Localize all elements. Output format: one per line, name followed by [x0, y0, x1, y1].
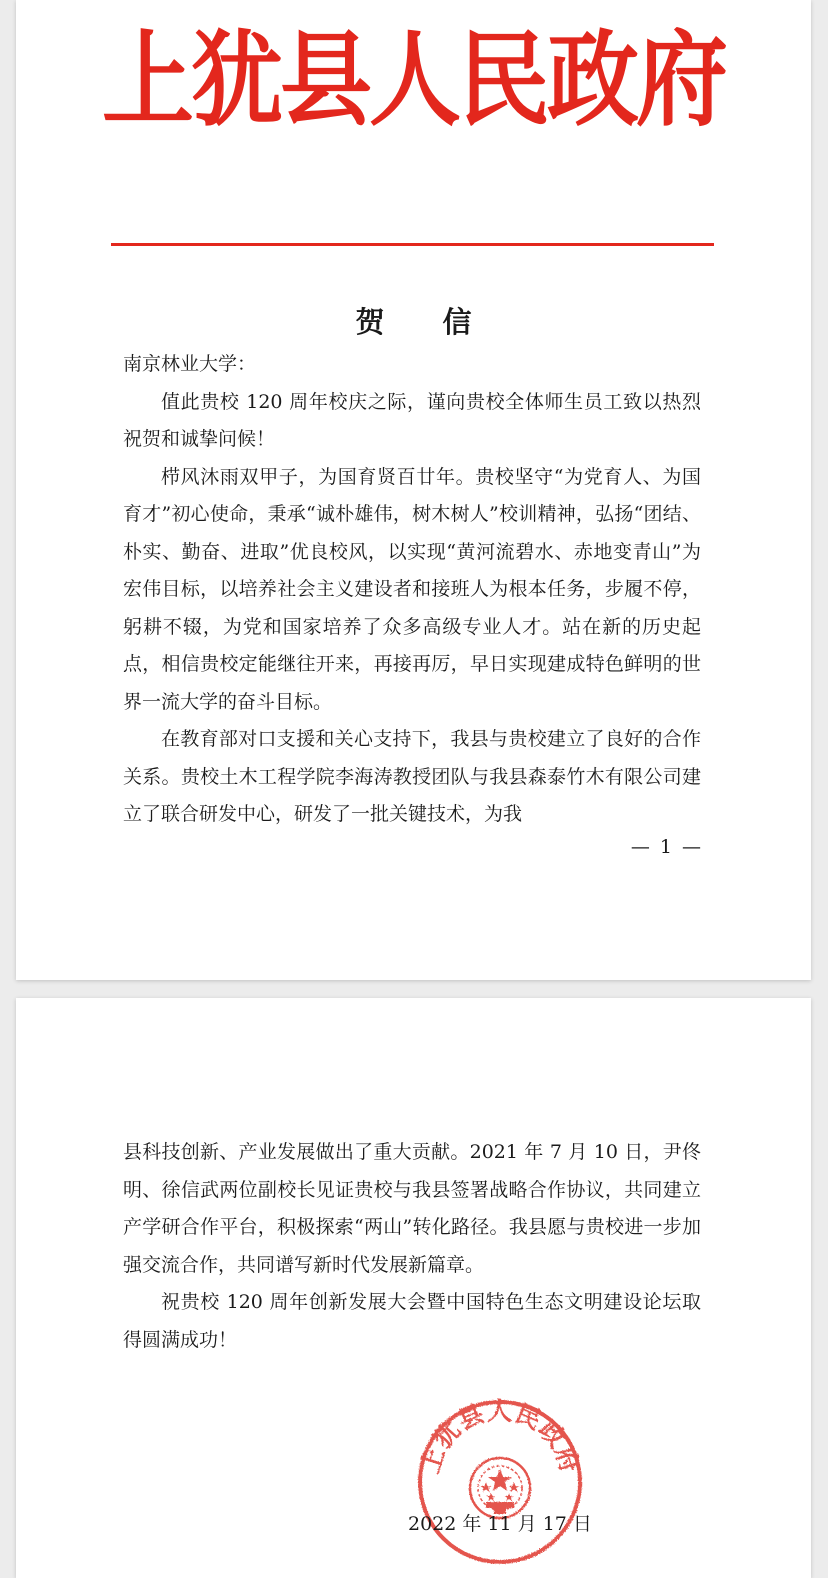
paragraph-closing: 祝贵校 120 周年创新发展大会暨中国特色生态文明建设论坛取得圆满成功！: [123, 1291, 701, 1351]
salutation: 南京林业大学：: [123, 353, 257, 375]
letter-date: 2022 年 11 月 17 日: [408, 1513, 592, 1535]
official-seal-stamp: [414, 1396, 586, 1568]
letter-body-page-2: [123, 1134, 701, 1359]
paragraph-continued: 县科技创新、产业发展做出了重大贡献。2021 年 7 月 10 日，尹佟明、徐信武两位副校长见证贵校与我县签署战略合作协议，共同建立产学研合作平台，积极探索“两山”转化路径。我县愿与贵校进一步加强交流合作，共同谱写新时代发展新篇章。: [123, 1141, 701, 1276]
paragraph-cooperation: 在教育部对口支援和关心支持下，我县与贵校建立了良好的合作关系。贵校土木工程学院李海涛教授团队与我县森泰竹木有限公司建立了联合研发中心，研发了一批关键技术，为我: [123, 728, 701, 825]
red-divider-line: [111, 243, 714, 246]
page-number: — 1 —: [630, 836, 703, 858]
paragraph-praise: 栉风沐雨双甲子，为国育贤百廿年。贵校坚守“为党育人、为国育才”初心使命，秉承“诚朴雄伟，树木树人”校训精神，弘扬“团结、朴实、勤奋、进取”优良校风，以实现“黄河流碧水、赤地变青山”为宏伟目标，以培养社会主义建设者和接班人为根本任务，步履不停，躬耕不辍，为党和国家培养了众多高级专业人才。站在新的历史起点，相信贵校定能继往开来，再接再厉，早日实现建成特色鲜明的世界一流大学的奋斗目标。: [123, 465, 701, 713]
issuer-header: 上犹县人民政府: [101, 19, 725, 141]
seal-text: 上犹县人民政府: [415, 1396, 585, 1477]
letter-body-page-1: [123, 346, 701, 834]
svg-text:上犹县人民政府: [415, 1396, 585, 1476]
letter-page-1: [16, 0, 811, 980]
paragraph-greeting: 值此贵校 120 周年校庆之际，谨向贵校全体师生员工致以热烈祝贺和诚挚问候！: [123, 390, 701, 450]
letter-title: 贺 信: [355, 305, 496, 339]
letter-page-2: [16, 998, 811, 1578]
